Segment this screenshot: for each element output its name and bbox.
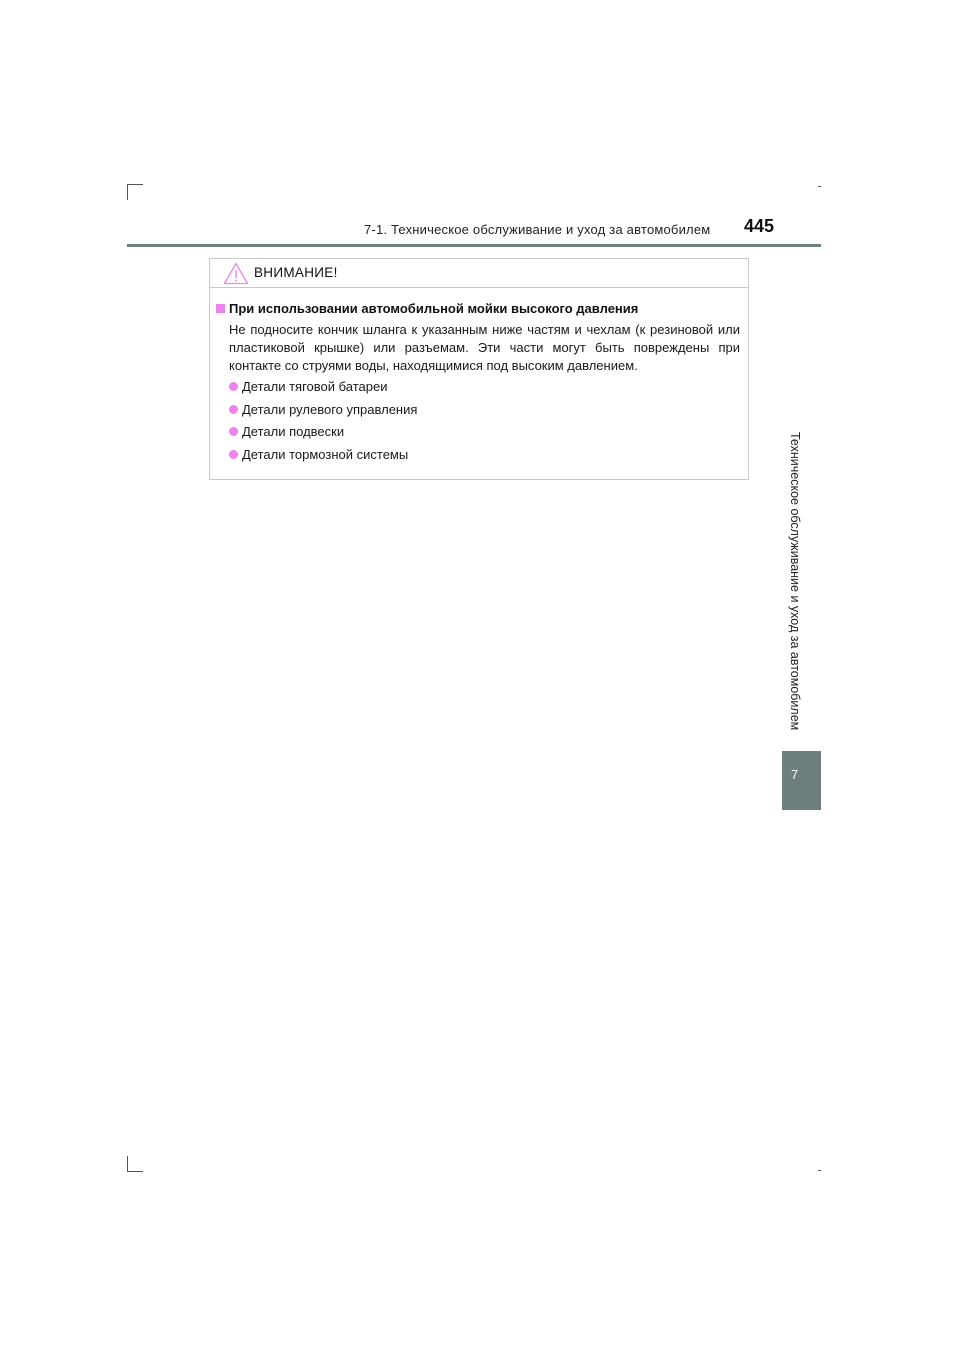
crop-mark-top-left-v: [127, 184, 128, 200]
warning-paragraph: Не подносите кончик шланга к указанным ниже частям и чехлам (к резиновой или пластиковой крышке) или разъемам. Эти части могут быть повреждены при контакте со струями воды, находящимися под высоким давлением.: [229, 322, 740, 373]
pink-dot-icon: [229, 382, 238, 391]
warning-triangle-icon: [223, 262, 249, 285]
warning-topic: [216, 301, 638, 316]
warning-topic-text: При использовании автомобильной мойки высокого давления: [229, 301, 639, 316]
warning-box: [209, 258, 749, 480]
crop-mark-top-left-h: [127, 184, 143, 185]
side-chapter-label: [788, 432, 802, 748]
pink-dot-icon: [229, 450, 238, 459]
warning-header: [210, 259, 748, 288]
list-item: Детали подвески: [229, 424, 417, 447]
warning-title: ВНИМАНИЕ!: [254, 265, 338, 280]
side-chapter-title: Техническое обслуживание и уход за автомобилем: [788, 432, 802, 731]
pink-square-icon: [216, 304, 225, 313]
running-header-section: 7-1. Техническое обслуживание и уход за автомобилем: [364, 222, 711, 237]
crop-mark-bottom-right: [818, 1170, 821, 1171]
page-number: 445: [744, 216, 775, 236]
list-item: Детали тяговой батареи: [229, 379, 417, 402]
crop-mark-bottom-left-v: [127, 1156, 128, 1172]
pink-dot-icon: [229, 405, 238, 414]
header-rule: [127, 244, 821, 247]
crop-mark-top-right: [818, 186, 821, 187]
crop-mark-bottom-left-h: [127, 1171, 143, 1172]
list-item: Детали тормозной системы: [229, 447, 417, 470]
chapter-tab: [782, 751, 821, 810]
warning-list: [229, 379, 417, 469]
list-item: Детали рулевого управления: [229, 402, 417, 425]
pink-dot-icon: [229, 427, 238, 436]
chapter-number: 7: [791, 767, 799, 782]
